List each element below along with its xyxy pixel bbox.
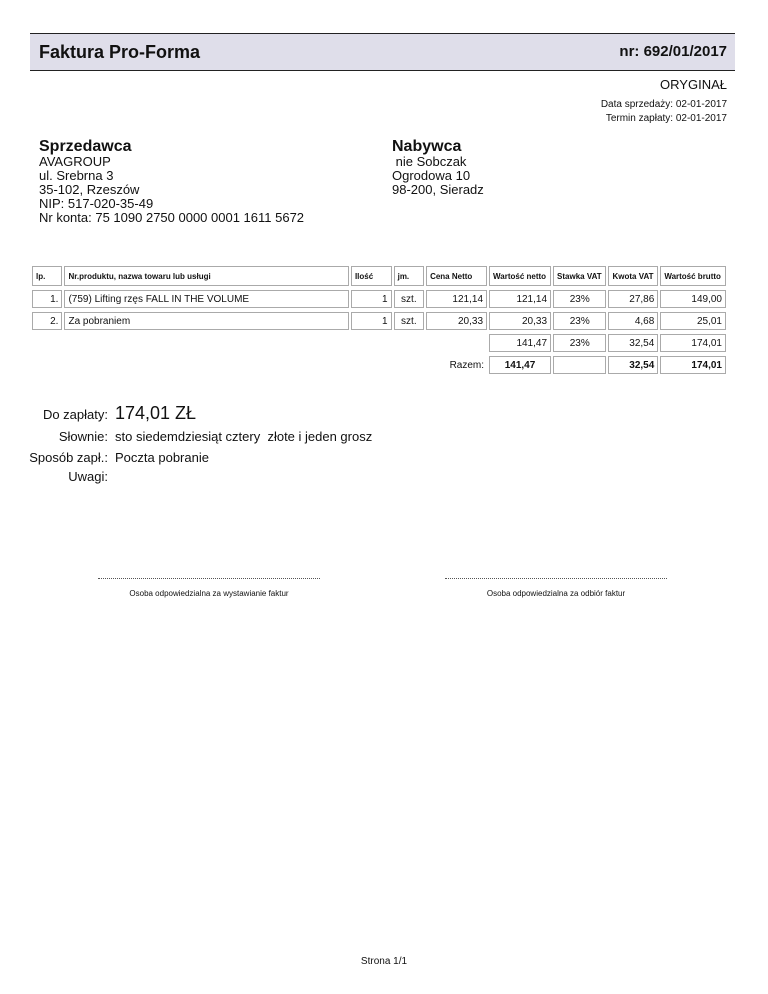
words-label: Słownie: xyxy=(58,429,108,444)
col-net: Wartość netto xyxy=(489,266,551,286)
total-label: Razem: xyxy=(449,359,485,371)
buyer-line: nie Sobczak xyxy=(392,154,467,169)
cell-lp: 2. xyxy=(32,312,62,330)
col-vat: Kwota VAT xyxy=(608,266,658,286)
buyer-heading: Nabywca xyxy=(392,138,462,155)
cell-price: 20,33 xyxy=(426,312,487,330)
cell-unit: szt. xyxy=(394,290,424,308)
subtotal-gross: 174,01 xyxy=(660,334,726,352)
col-lp: lp. xyxy=(32,266,62,286)
cell-price: 121,14 xyxy=(426,290,487,308)
cell-qty: 1 xyxy=(351,290,392,308)
seller-details xyxy=(39,155,304,225)
col-gross: Wartość brutto xyxy=(660,266,726,286)
cell-vat: 27,86 xyxy=(608,290,658,308)
invoice-header xyxy=(30,33,735,71)
seller-line: 35-102, Rzeszów xyxy=(39,182,140,197)
sale-date: Data sprzedaży: 02-01-2017 xyxy=(600,99,727,110)
to-pay-value: 174,01 ZŁ xyxy=(115,403,197,423)
total-gross: 174,01 xyxy=(660,356,726,374)
cell-lp: 1. xyxy=(32,290,62,308)
words-value: sto siedemdziesiąt cztery złote i jeden grosz xyxy=(115,429,373,444)
issuer-signature-line xyxy=(98,578,320,579)
col-price: Cena Netto xyxy=(426,266,487,286)
buyer-details xyxy=(392,155,484,197)
total-row xyxy=(32,356,726,374)
cell-vat: 4,68 xyxy=(608,312,658,330)
cell-name: (759) Lifting rzęs FALL IN THE VOLUME xyxy=(64,290,348,308)
subtotal-vat: 32,54 xyxy=(608,334,658,352)
col-unit: jm. xyxy=(394,266,424,286)
buyer-line: 98-200, Sieradz xyxy=(392,182,484,197)
table-row xyxy=(32,290,726,308)
total-net: 141,47 xyxy=(489,356,551,374)
cell-net: 121,14 xyxy=(489,290,551,308)
notes-label: Uwagi: xyxy=(68,469,108,484)
col-qty: Ilość xyxy=(351,266,392,286)
cell-qty: 1 xyxy=(351,312,392,330)
to-pay-label: Do zapłaty: xyxy=(42,407,108,422)
receiver-signature-line xyxy=(445,578,667,579)
seller-line: ul. Srebrna 3 xyxy=(39,168,114,183)
cell-net: 20,33 xyxy=(489,312,551,330)
table-header-row xyxy=(32,266,726,286)
method-label: Sposób zapł.: xyxy=(29,450,108,465)
cell-gross: 149,00 xyxy=(660,290,726,308)
invoice-dates xyxy=(601,98,727,126)
method-value: Poczta pobranie xyxy=(115,450,209,465)
table-row xyxy=(32,312,726,330)
col-name: Nr.produktu, nazwa towaru lub usługi xyxy=(64,266,348,286)
cell-unit: szt. xyxy=(394,312,424,330)
receiver-signature-label: Osoba odpowiedzialna za odbiór faktur xyxy=(486,589,626,598)
buyer-line: Ogrodowa 10 xyxy=(392,168,471,183)
original-label: ORYGINAŁ xyxy=(660,77,727,92)
subtotal-vat-rate: 23% xyxy=(553,334,606,352)
seller-line: Nr konta: 75 1090 2750 0000 0001 1611 5672 xyxy=(39,210,305,225)
page-number: Strona 1/1 xyxy=(360,956,408,967)
cell-gross: 25,01 xyxy=(660,312,726,330)
seller-line: AVAGROUP xyxy=(39,154,111,169)
seller-heading: Sprzedawca xyxy=(39,138,132,155)
subtotal-row xyxy=(32,334,726,352)
issuer-signature-label: Osoba odpowiedzialna za wystawianie faktur xyxy=(129,589,289,598)
total-vat-rate-empty xyxy=(553,356,606,374)
total-vat: 32,54 xyxy=(608,356,658,374)
seller-line: NIP: 517-020-35-49 xyxy=(39,196,154,211)
cell-vat-rate: 23% xyxy=(553,290,606,308)
invoice-title: Faktura Pro-Forma xyxy=(39,42,201,62)
items-table xyxy=(30,262,728,378)
cell-vat-rate: 23% xyxy=(553,312,606,330)
subtotal-net: 141,47 xyxy=(489,334,551,352)
invoice-number: nr: 692/01/2017 xyxy=(619,43,727,60)
col-vat-rate: Stawka VAT xyxy=(553,266,606,286)
cell-name: Za pobraniem xyxy=(64,312,348,330)
payment-date: Termin zapłaty: 02-01-2017 xyxy=(605,113,727,124)
